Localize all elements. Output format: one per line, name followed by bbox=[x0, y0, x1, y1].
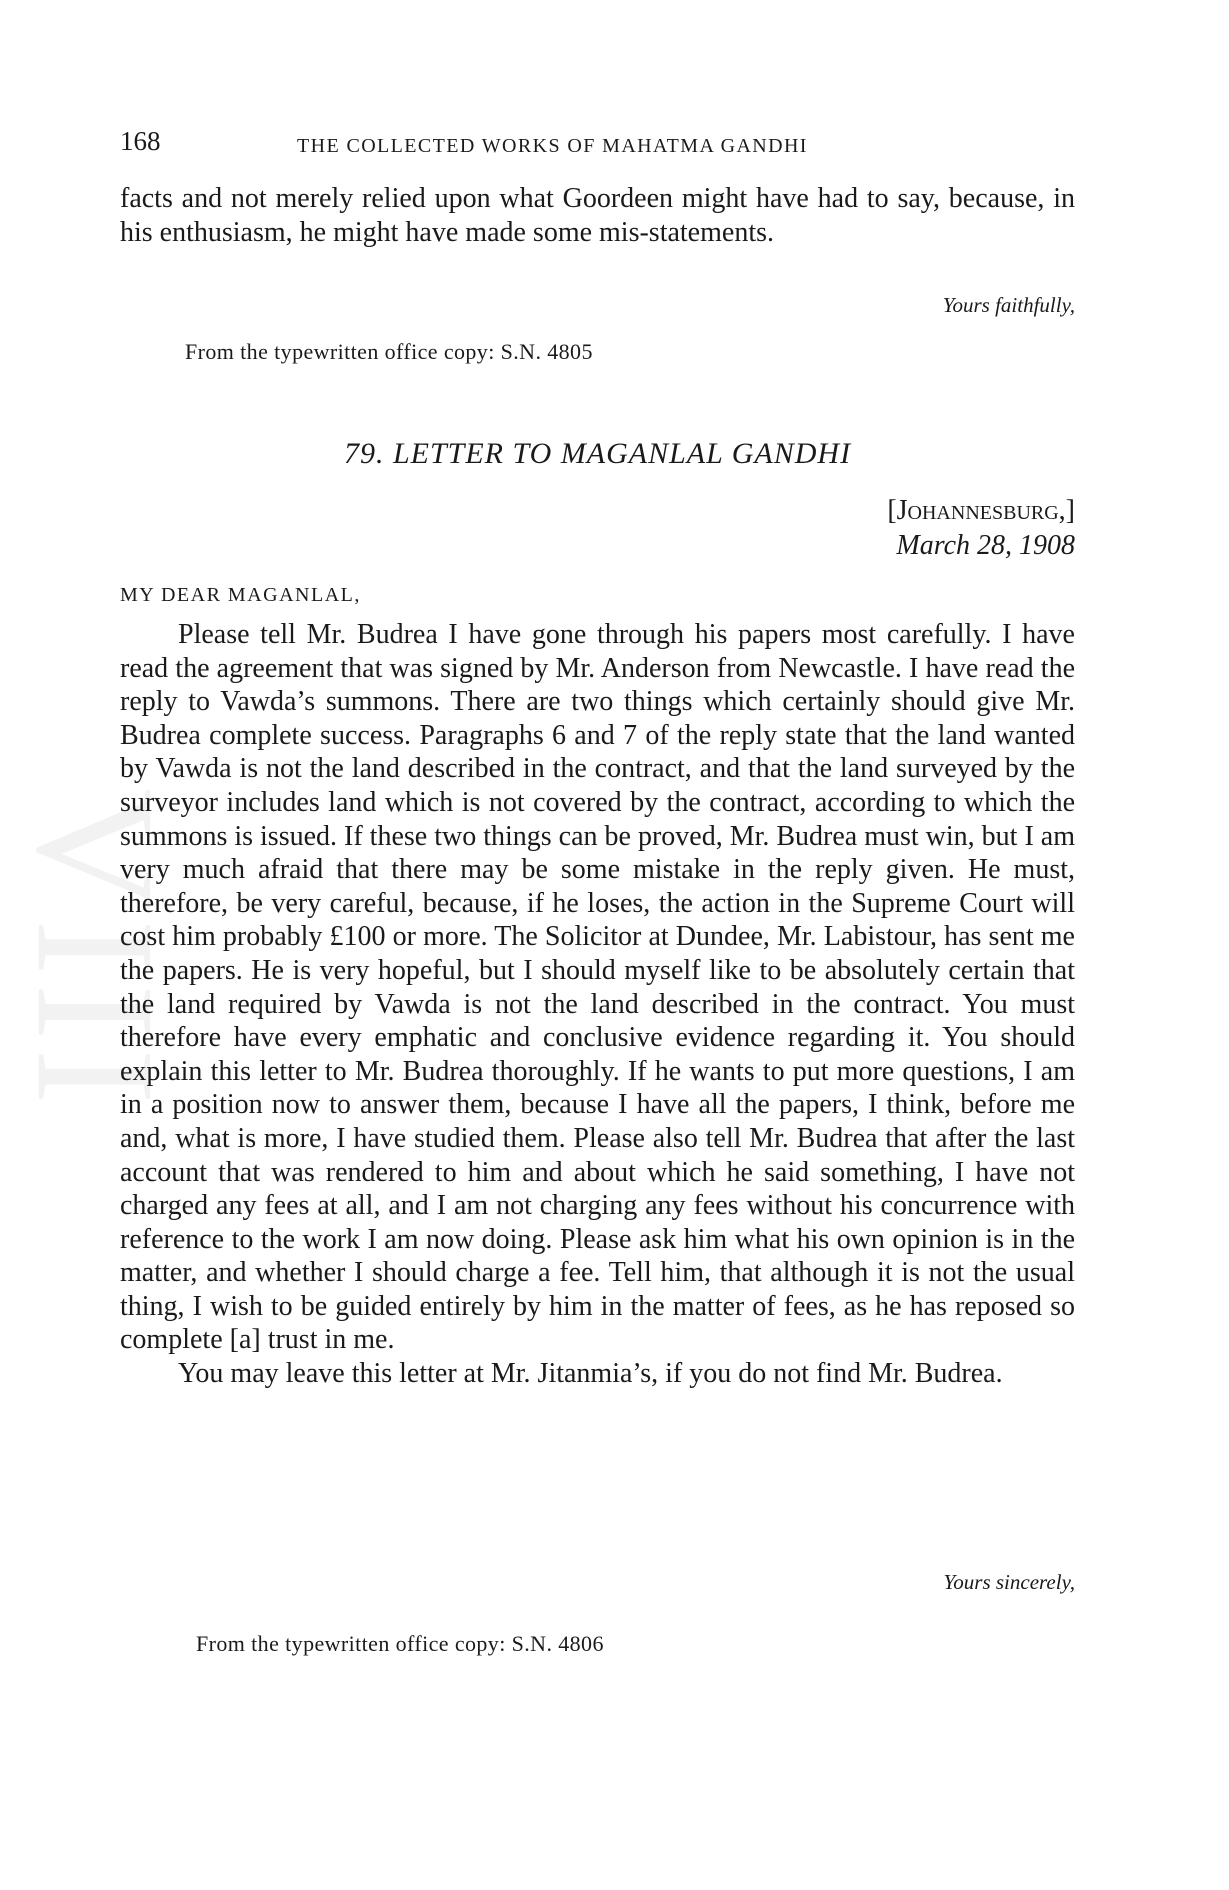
previous-closing: Yours faithfully, bbox=[942, 293, 1075, 317]
letter-place: [Johannesburg,] bbox=[887, 495, 1075, 526]
watermark-text: VIII bbox=[1, 787, 190, 1113]
letter-paragraph: Please tell Mr. Budrea I have gone through his papers most carefully. I have read the agreement that was signed by Mr. Anderson from Newcastle. I have read the reply to Vawda’s summons. There are two things which certainly should give Mr. Budrea complete success. Paragraphs 6 and 7 of the reply state that the land wanted by Vawda is not the land described in the contract, and that the land surveyed by the surveyor includes land which is not covered by the contract, according to which the summons is issued. If these two things can be proved, Mr. Budrea must win, but I am very much afraid that there may be some mistake in the reply given. He must, therefore, be very careful, because, if he loses, the action in the Supreme Court will cost him probably £100 or more. The Solicitor at Dundee, Mr. Labistour, has sent me the papers. He is very hopeful, but I should myself like to be absolutely certain that the land required by Vawda is not the land described in the contract. You must therefore have every emphatic and conclusive evidence regarding it. You should explain this letter to Mr. Budrea thoroughly. If he wants to put more questions, I am in a position now to answer them, because I have all the papers, I think, before me and, what is more, I have studied them. Please also tell Mr. Budrea that after the last account that was rendered to him and about which he said something, I have not charged any fees at all, and I am not charging any fees without his concurrence with reference to the work I am now doing. Please ask him what his own opinion is in the matter, and whether I should charge a fee. Tell him, that although it is not the usual thing, I wish to be guided entirely by him in the matter of fees, as he has reposed so complete [a] trust in me. bbox=[120, 619, 1075, 1356]
letter-closing: Yours sincerely, bbox=[943, 1570, 1075, 1594]
letter-source-note: From the typewritten office copy: S.N. 4806 bbox=[196, 1631, 604, 1656]
letter-date: March 28, 1908 bbox=[896, 530, 1075, 561]
previous-source-note: From the typewritten office copy: S.N. 4805 bbox=[185, 339, 593, 364]
letter-paragraph: You may leave this letter at Mr. Jitanmia’s, if you do not find Mr. Budrea. bbox=[178, 1358, 1003, 1390]
document-title: 79. LETTER TO MAGANLAL GANDHI bbox=[343, 437, 852, 470]
continued-text bbox=[120, 182, 1075, 249]
continued-paragraph: facts and not merely relied upon what Goordeen might have had to say, because, in his enthusiasm, he might have made some mis-statements. bbox=[120, 183, 1075, 248]
book-title: THE COLLECTED WORKS OF MAHATMA GANDHI bbox=[297, 135, 808, 157]
letter-body bbox=[120, 618, 1075, 1391]
running-head bbox=[120, 126, 1070, 166]
page-number: 168 bbox=[120, 126, 161, 156]
letter-salutation: MY DEAR MAGANLAL, bbox=[120, 584, 361, 606]
